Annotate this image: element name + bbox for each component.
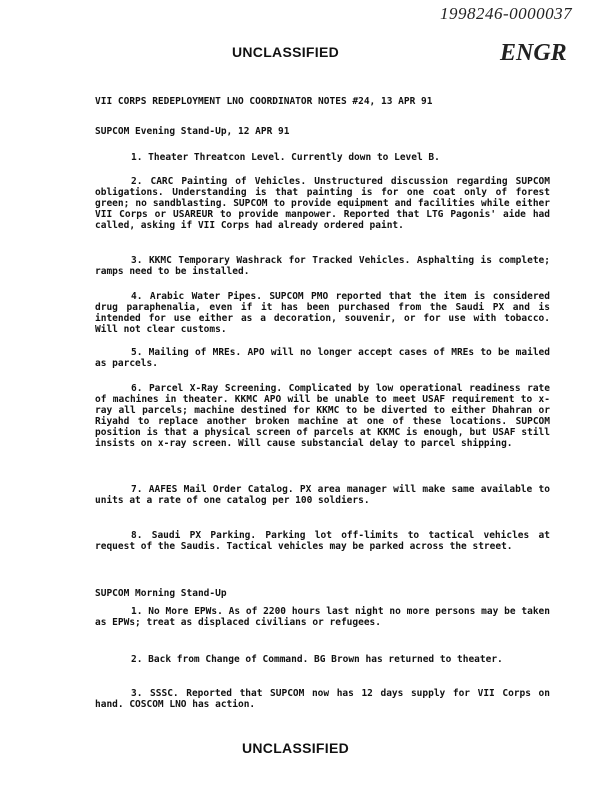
classification-header: UNCLASSIFIED (231, 44, 340, 60)
evening-item-4: 4. Arabic Water Pipes. SUPCOM PMO reported that the item is considered drug paraphenalia, even if it has been purchased from the Saudi PX and is intended for use either as a decoration, souvenir, or for use with tobacco. Will not clear customs. (95, 291, 550, 335)
evening-item-3: 3. KKMC Temporary Washrack for Tracked Vehicles. Asphalting is complete; ramps need to be installed. (95, 255, 550, 277)
morning-item-2: 2. Back from Change of Command. BG Brown has returned to theater. (131, 654, 503, 665)
evening-item-2: 2. CARC Painting of Vehicles. Unstructured discussion regarding SUPCOM obligations. Understanding is that painting is for one coat only of forest green; no sandblasting. SUPCOM to provide equipment and facilities while either VII Corps or USAREUR to provide manpower. Reported that LTG Pagonis' aide had called, asking if VII Corps had already ordered paint. (95, 176, 550, 231)
memo-title: VII CORPS REDEPLOYMENT LNO COORDINATOR NOTES #24, 13 APR 91 (95, 96, 433, 107)
evening-item-6: 6. Parcel X-Ray Screening. Complicated by low operational readiness rate of machines in theater. KKMC APO will be unable to meet USAF requirement to x-ray all parcels; machine destined for KKMC to be diverted to either Dhahran or Riyahd to replace another broken machine at one of these locations. SUPCOM position is that a physical screen of parcels at KKMC is enough, but USAF still insists on x-ray screen. Will cause substancial delay to parcel shipping. (95, 383, 550, 449)
morning-standup-heading: SUPCOM Morning Stand-Up (95, 588, 227, 599)
evening-item-5: 5. Mailing of MREs. APO will no longer accept cases of MREs to be mailed as parcels. (95, 347, 550, 369)
evening-item-7: 7. AAFES Mail Order Catalog. PX area manager will make same available to units at a rate of one catalog per 100 soldiers. (95, 484, 550, 506)
evening-item-1: 1. Theater Threatcon Level. Currently down to Level B. (131, 152, 440, 163)
morning-item-3: 3. SSSC. Reported that SUPCOM now has 12 days supply for VII Corps on hand. COSCOM LNO has action. (95, 688, 550, 710)
handwritten-document-id: 1998246-0000037 (440, 4, 573, 23)
classification-footer: UNCLASSIFIED (241, 740, 350, 756)
evening-item-8: 8. Saudi PX Parking. Parking lot off-limits to tactical vehicles at request of the Saudis. Tactical vehicles may be parked across the street. (95, 530, 550, 552)
evening-standup-heading: SUPCOM Evening Stand-Up, 12 APR 91 (95, 126, 290, 137)
morning-item-1: 1. No More EPWs. As of 2200 hours last night no more persons may be taken as EPWs; treat as displaced civilians or refugees. (95, 606, 550, 628)
handwritten-office-mark: ENGR (500, 40, 567, 66)
